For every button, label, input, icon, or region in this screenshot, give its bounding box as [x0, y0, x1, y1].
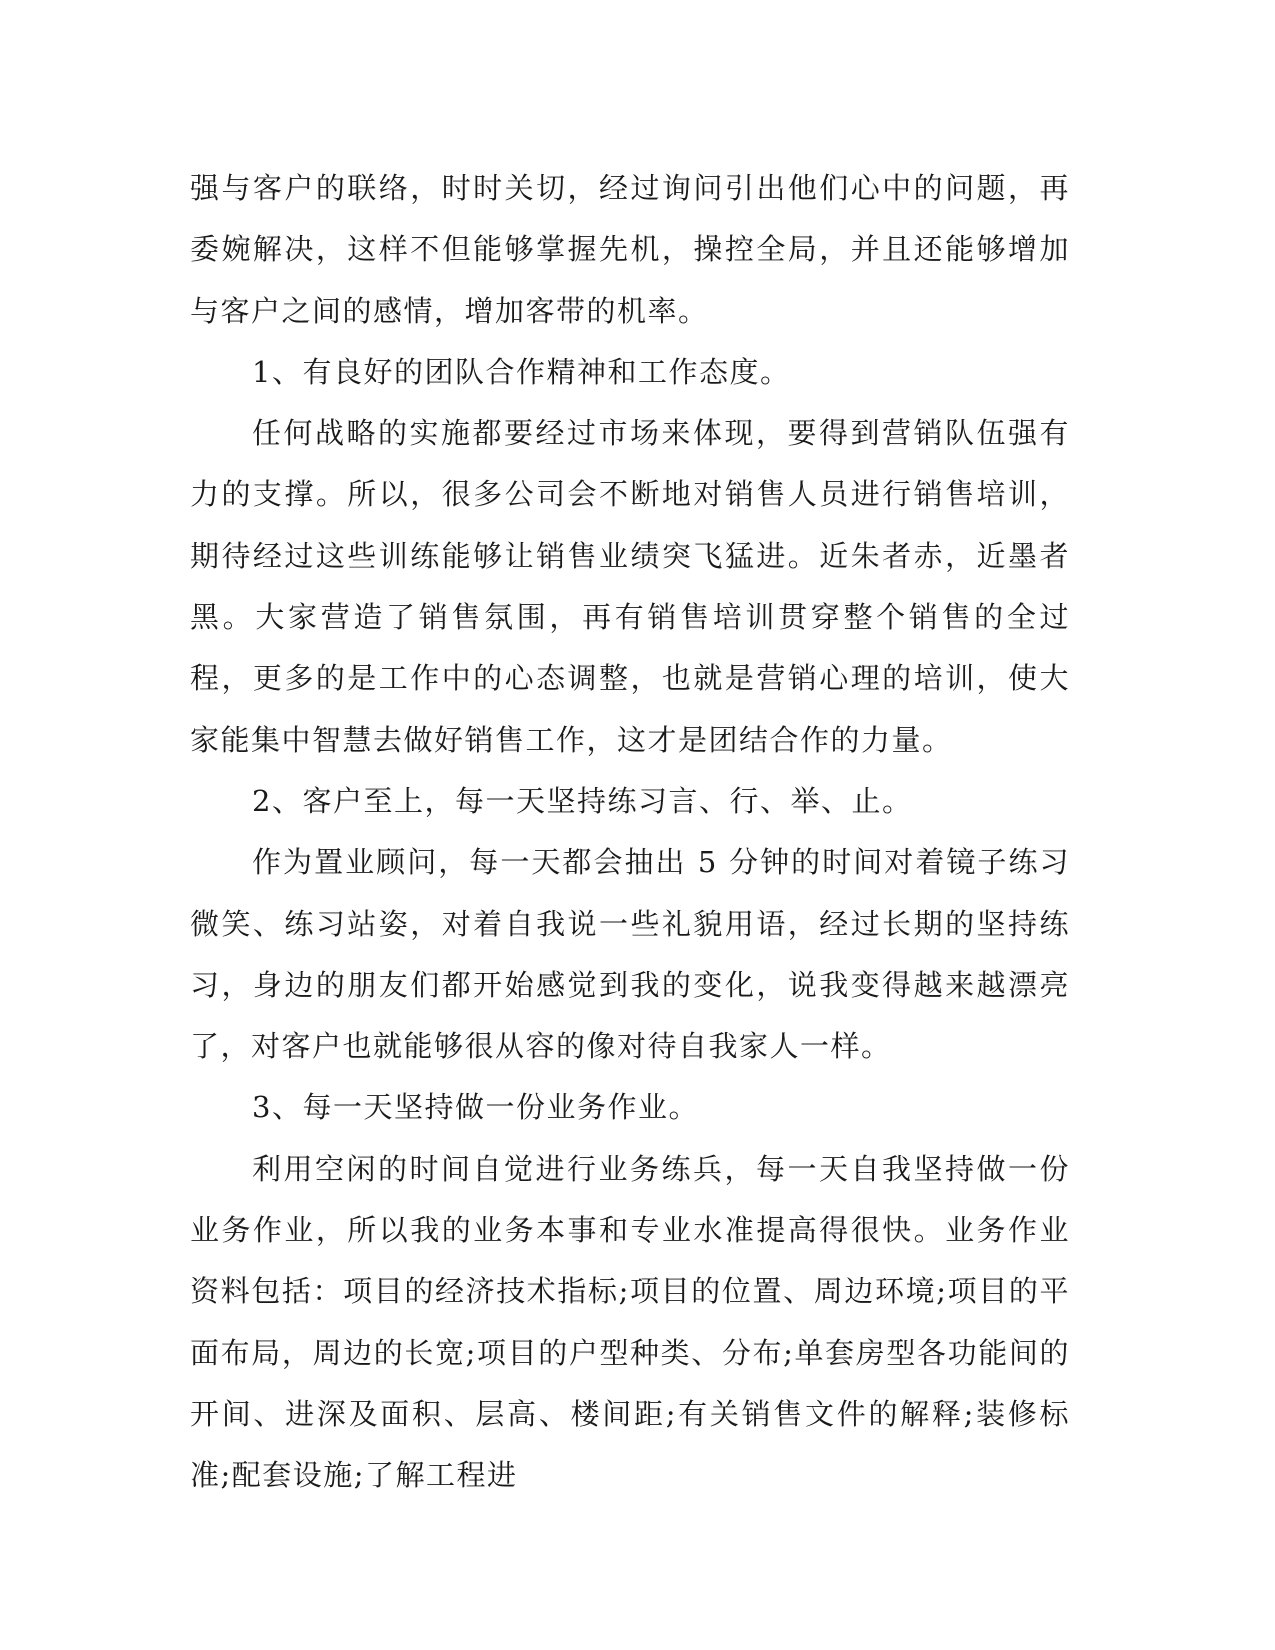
paragraph-practice: 作为置业顾问，每一天都会抽出 5 分钟的时间对着镜子练习微笑、练习站姿，对着自我说一些礼貌用语，经过长期的坚持练习，身边的朋友们都开始感觉到我的变化，说我变得越来越漂亮了，对客户也就能够很从容的像对待自我家人一样。	[190, 845, 1070, 1064]
list-item-1-heading: 1、有良好的团队合作精神和工作态度。	[252, 354, 791, 389]
paragraph-homework: 利用空闲的时间自觉进行业务练兵，每一天自我坚持做一份业务作业，所以我的业务本事和专业水准提高得很快。业务作业资料包括：项目的经济技术指标;项目的位置、周边环境;项目的平面布局，周边的长宽;项目的户型种类、分布;单套房型各功能间的开间、进深及面积、层高、楼间距;有关销售文件的解释;装修标准;配套设施;了解工程进	[190, 1151, 1070, 1493]
list-item-2-heading: 2、客户至上，每一天坚持练习言、行、举、止。	[252, 783, 913, 818]
paragraph-teamwork: 任何战略的实施都要经过市场来体现，要得到营销队伍强有力的支撑。所以，很多公司会不断地对销售人员进行销售培训，期待经过这些训练能够让销售业绩突飞猛进。近朱者赤，近墨者黑。大家营造了销售氛围，再有销售培训贯穿整个销售的全过程，更多的是工作中的心态调整，也就是营销心理的培训，使大家能集中智慧去做好销售工作，这才是团结合作的力量。	[190, 416, 1070, 757]
document-body	[190, 158, 1070, 1507]
list-item-3-heading: 3、每一天坚持做一份业务作业。	[252, 1090, 699, 1125]
paragraph-continuation: 强与客户的联络，时时关切，经过询问引出他们心中的问题，再委婉解决，这样不但能够掌握先机，操控全局，并且还能够增加与客户之间的感情，增加客带的机率。	[190, 171, 1070, 328]
